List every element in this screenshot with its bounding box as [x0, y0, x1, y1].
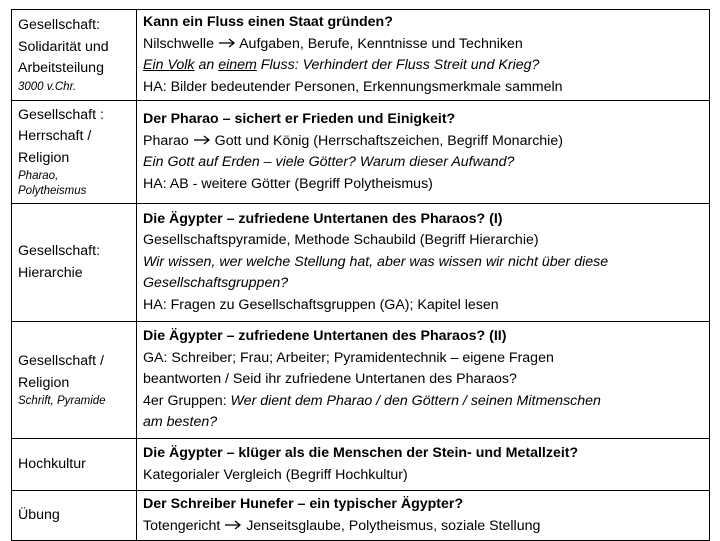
topic-line: Religion [18, 374, 70, 391]
content-cell [137, 491, 710, 541]
content-line [143, 55, 703, 77]
arrow-right-icon [218, 38, 236, 48]
content-line: HA: AB - weitere Götter (Begriff Polytheismus) [143, 175, 433, 192]
topic-line: Übung [18, 506, 60, 523]
content-cell [137, 204, 710, 322]
content-cell [137, 10, 710, 101]
table-row [12, 101, 710, 204]
content-text: Totengericht [143, 517, 221, 534]
content-line: Wir wissen, wer welche Stellung hat, aber was wissen wir nicht über diese [143, 253, 609, 270]
topic-note: Schrift, Pyramide [18, 395, 106, 407]
topic-line: Herrschaft / [18, 128, 92, 145]
topic-cell [12, 101, 137, 204]
topic-cell [12, 322, 137, 439]
content-cell [137, 439, 710, 491]
content-cell [137, 101, 710, 204]
content-line [143, 131, 703, 153]
topic-line: Gesellschaft: [18, 17, 101, 34]
table-row [12, 439, 710, 491]
content-text: Pharao [143, 132, 189, 149]
content-text: 4er Gruppen: [143, 392, 231, 409]
content-line: Ein Gott auf Erden – viele Götter? Warum dieser Aufwand? [143, 154, 515, 170]
topic-line: Hochkultur [18, 455, 86, 472]
content-text: Jenseitsglaube, Polytheismus, soziale Stellung [246, 517, 541, 534]
table-row [12, 322, 710, 439]
lesson-title: Der Schreiber Hunefer – ein typischer Ägypter? [143, 496, 464, 512]
content-line: HA: Fragen zu Gesellschaftsgruppen (GA); Kapitel lesen [143, 296, 499, 313]
content-line: HA: Bilder bedeutender Personen, Erkennungsmerkmale sammeln [143, 78, 563, 95]
content-line: Gesellschaftspyramide, Methode Schaubild (Begriff Hierarchie) [143, 232, 539, 249]
topic-cell [12, 204, 137, 322]
content-cell [137, 322, 710, 439]
content-line [143, 391, 703, 413]
content-line [143, 516, 703, 538]
topic-note: Pharao, [18, 170, 59, 183]
table-row [12, 491, 710, 541]
topic-note: Polytheismus [18, 185, 87, 198]
content-text: Fluss: Verhindert der Fluss Streit und Krieg? [256, 57, 540, 73]
content-text: an [194, 57, 219, 73]
topic-line: Hierarchie [18, 264, 83, 281]
topic-line: Gesellschaft / [18, 353, 104, 369]
content-line [143, 34, 703, 56]
content-line: GA: Schreiber; Frau; Arbeiter; Pyramidentechnik – eigene Fragen [143, 349, 554, 366]
content-text: Aufgaben, Berufe, Kenntnisse und Techniken [239, 35, 523, 52]
content-text: Wer dient dem Pharao / den Göttern / seinen Mitmenschen [230, 392, 601, 409]
topic-cell [12, 491, 137, 541]
lesson-title: Die Ägypter – zufriedene Untertanen des Pharaos? (I) [143, 210, 503, 227]
lesson-title: Kann ein Fluss einen Staat gründen? [143, 14, 393, 30]
table-row [12, 10, 710, 101]
lesson-title: Der Pharao – sichert er Frieden und Einigkeit? [143, 111, 456, 127]
content-text: einem [218, 57, 257, 73]
lesson-title: Die Ägypter – klüger als die Menschen der Stein- und Metallzeit? [143, 445, 579, 461]
topic-line: Gesellschaft: [18, 243, 101, 259]
topic-line: Arbeitsteilung [18, 60, 104, 77]
topic-note: 3000 v.Chr. [18, 80, 77, 93]
lesson-plan-table [11, 9, 710, 541]
lesson-title: Die Ägypter – zufriedene Untertanen des Pharaos? (II) [143, 328, 507, 345]
topic-line: Gesellschaft : [18, 106, 104, 123]
content-line: Gesellschaftsgruppen? [143, 275, 289, 292]
table-row [12, 204, 710, 322]
content-line: Kategorialer Vergleich (Begriff Hochkultur) [143, 466, 408, 483]
content-line: am besten? [143, 414, 218, 431]
topic-line: Solidarität und [18, 38, 109, 55]
content-text: Ein Volk [143, 57, 195, 73]
topic-line: Religion [18, 149, 70, 166]
topic-cell [12, 439, 137, 491]
arrow-right-icon [224, 520, 242, 530]
arrow-right-icon [193, 135, 211, 145]
content-text: Gott und König (Herrschaftszeichen, Begriff Monarchie) [214, 132, 563, 149]
content-line: beantworten / Seid ihr zufriedene Untertanen des Pharaos? [143, 371, 517, 388]
topic-cell [12, 10, 137, 101]
content-text: Nilschwelle [143, 35, 214, 52]
